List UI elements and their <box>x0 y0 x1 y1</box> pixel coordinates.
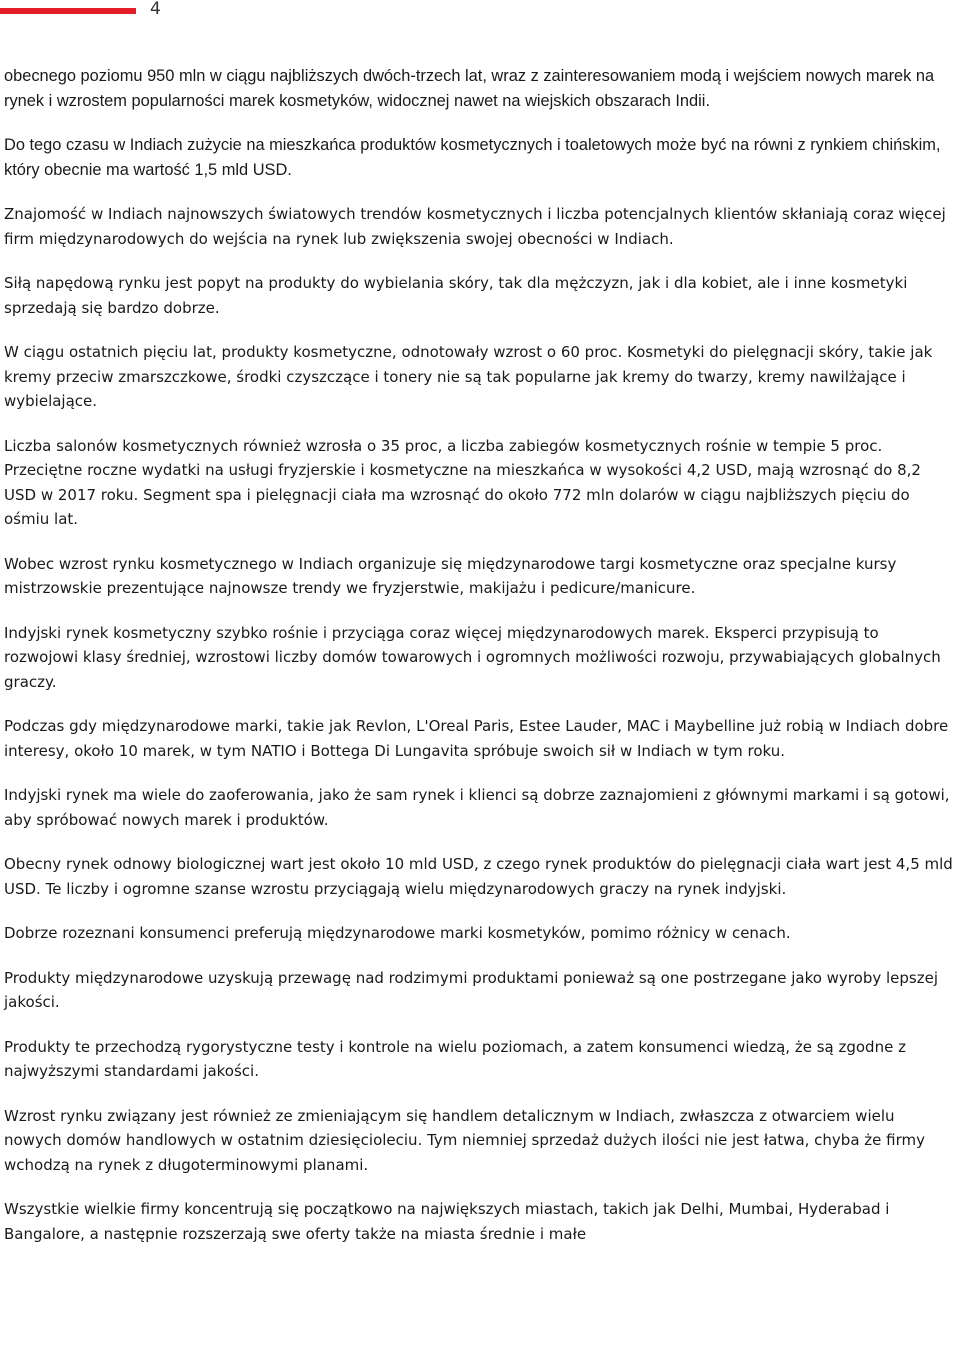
paragraph-12: Dobrze rozeznani konsumenci preferują międzynarodowe marki kosmetyków, pomimo różnicy w cenach. <box>4 924 791 942</box>
paragraph-7: Wobec wzrost rynku kosmetycznego w Indiach organizuje się międzynarodowe targi kosmetyczne oraz specjalne kursy mistrzowskie prezentujące najnowsze trendy we fryzjerstwie, makijażu i pedicure/manicure. <box>4 554 897 597</box>
paragraph-2: Do tego czasu w Indiach zużycie na mieszkańca produktów kosmetycznych i toaletowych może być na równi z rynkiem chińskim, który obecnie ma wartość 1,5 mld USD. <box>4 136 941 179</box>
document-body <box>4 64 954 1266</box>
paragraph-14: Produkty te przechodzą rygorystyczne testy i kontrole na wielu poziomach, a zatem konsumenci wiedzą, że są zgodne z najwyższymi standardami jakości. <box>4 1037 906 1080</box>
paragraph-10: Indyjski rynek ma wiele do zaoferowania, jako że sam rynek i klienci są dobrze zaznajomieni z głównymi markami i są gotowi, aby spróbować nowych marek i produktów. <box>4 786 950 829</box>
paragraph-6: Liczba salonów kosmetycznych również wzrosła o 35 proc, a liczba zabiegów kosmetycznych rośnie w tempie 5 proc. Przeciętne roczne wydatki na usługi fryzjerskie i kosmetyczne na mieszkańca w wysokości 4,2 USD, mają wzrosnąć do 8,2 USD w 2017 roku. Segment spa i pielęgnacji ciała ma wzrosnąć do około 772 mln dolarów w ciągu najbliższych pięciu do ośmiu lat. <box>4 436 921 528</box>
page-number: 4 <box>150 0 161 19</box>
page-header <box>0 0 960 22</box>
paragraph-8: Indyjski rynek kosmetyczny szybko rośnie i przyciąga coraz więcej międzynarodowych marek. Eksperci przypisują to rozwojowi klasy średniej, wzrostowi liczby domów towarowych i ogromnych możliwości rozwoju, przywabiających globalnych graczy. <box>4 623 941 691</box>
paragraph-1: obecnego poziomu 950 mln w ciągu najbliższych dwóch-trzech lat, wraz z zainteresowaniem modą i wejściem nowych marek na rynek i wzrostem popularności marek kosmetyków, widocznej nawet na wiejskich obszarach Indii. <box>4 67 935 110</box>
paragraph-13: Produkty międzynarodowe uzyskują przewagę nad rodzimymi produktami ponieważ są one postrzegane jako wyroby lepszej jakości. <box>4 968 938 1011</box>
paragraph-15: Wzrost rynku związany jest również ze zmieniającym się handlem detalicznym w Indiach, zwłaszcza z otwarciem wielu nowych domów handlowych w ostatnim dziesięcioleciu. Tym niemniej sprzedaż dużych ilości nie jest łatwa, chyba że firmy wchodzą na rynek z długoterminowymi planami. <box>4 1106 925 1174</box>
paragraph-11: Obecny rynek odnowy biologicznej wart jest około 10 mld USD, z czego rynek produktów do pielęgnacji ciała wart jest 4,5 mld USD. Te liczby i ogromne szanse wzrostu przyciągają wielu międzynarodowych graczy na rynek indyjski. <box>4 855 953 898</box>
paragraph-4: Siłą napędową rynku jest popyt na produkty do wybielania skóry, tak dla mężczyzn, jak i dla kobiet, ale i inne kosmetyki sprzedają się bardzo dobrze. <box>4 274 908 317</box>
paragraph-16: Wszystkie wielkie firmy koncentrują się początkowo na największych miastach, takich jak Delhi, Mumbai, Hyderabad i Bangalore, a następnie rozszerzają swe oferty także na miasta średnie i małe <box>4 1200 890 1243</box>
header-accent-bar <box>0 8 136 14</box>
paragraph-3: Znajomość w Indiach najnowszych światowych trendów kosmetycznych i liczba potencjalnych klientów skłaniają coraz więcej firm międzynarodowych do wejścia na rynek lub zwiększenia swojej obecności w Indiach. <box>4 205 946 248</box>
paragraph-5: W ciągu ostatnich pięciu lat, produkty kosmetyczne, odnotowały wzrost o 60 proc. Kosmetyki do pielęgnacji skóry, takie jak kremy przeciw zmarszczkowe, środki czyszczące i tonery nie są tak popularne jak kremy do twarzy, kremy nawilżające i wybielające. <box>4 343 933 410</box>
paragraph-9: Podczas gdy międzynarodowe marki, takie jak Revlon, L'Oreal Paris, Estee Lauder, MAC i Maybelline już robią w Indiach dobre interesy, około 10 marek, w tym NATIO i Bottega Di Lungavita spróbuje swoich sił w Indiach w tym roku. <box>4 717 949 760</box>
